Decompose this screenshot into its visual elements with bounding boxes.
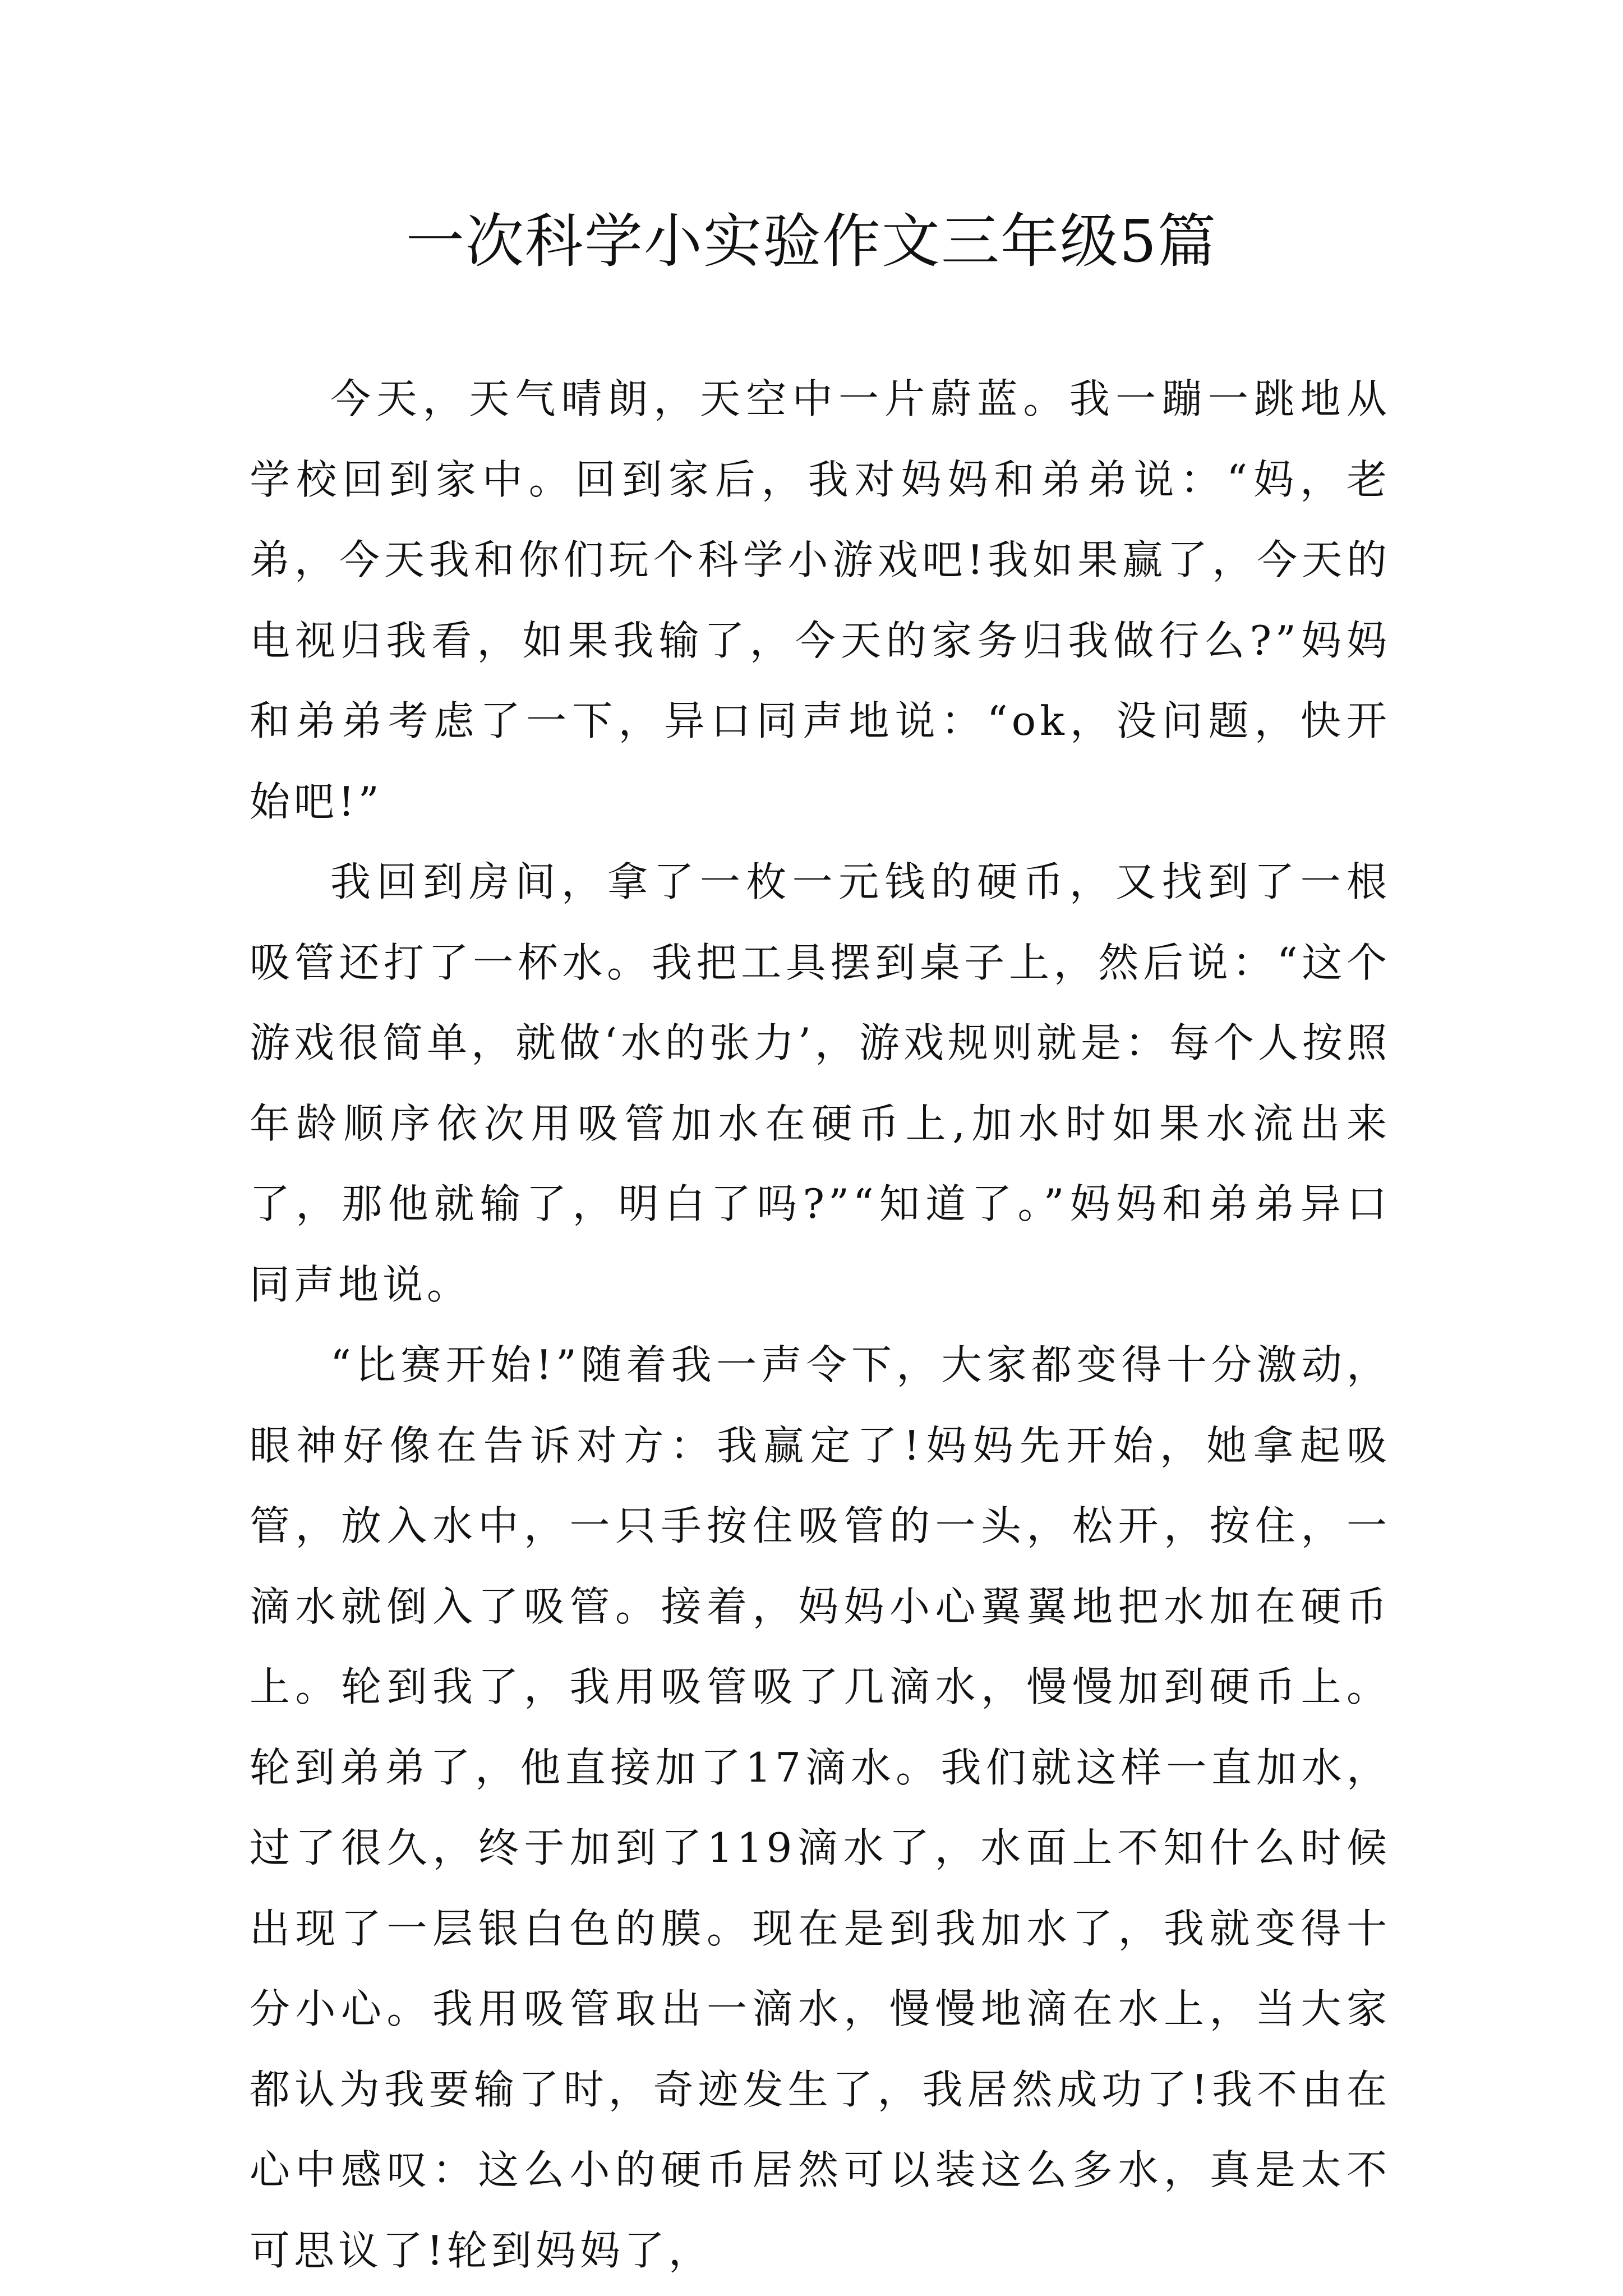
- paragraph-1: 今天，天气晴朗，天空中一片蔚蓝。我一蹦一跳地从学校回到家中。回到家后，我对妈妈和弟弟说：“妈，老弟，今天我和你们玩个科学小游戏吧!我如果赢了，今天的电视归我看，如果我输了，今天的家务归我做行么?”妈妈和弟弟考虑了一下，异口同声地说：“ok，没问题，快开始吧!”: [250, 375, 1391, 825]
- paragraph-3: “比赛开始!”随着我一声令下，大家都变得十分激动，眼神好像在告诉对方：我赢定了!妈妈先开始，她拿起吸管，放入水中，一只手按住吸管的一头，松开，按住，一滴水就倒入了吸管。接着，妈妈小心翼翼地把水加在硬币上。轮到我了，我用吸管吸了几滴水，慢慢加到硬币上。轮到弟弟了，他直接加了17滴水。我们就这样一直加水，过了很久，终于加到了119滴水了，水面上不知什么时候出现了一层银白色的膜。现在是到我加水了，我就变得十分小心。我用吸管取出一滴水，慢慢地滴在水上，当大家都认为我要输了时，奇迹发生了，我居然成功了!我不由在心中感叹：这么小的硬币居然可以装这么多水，真是太不可思议了!轮到妈妈了，: [250, 1341, 1391, 2274]
- document-body: [250, 359, 1391, 2291]
- document-title: 一次科学小实验作文三年级5篇: [405, 207, 1218, 275]
- paragraph-2: 我回到房间，拿了一枚一元钱的硬币，又找到了一根吸管还打了一杯水。我把工具摆到桌子上，然后说：“这个游戏很简单，就做‘水的张力’，游戏规则就是：每个人按照年龄顺序依次用吸管加水在硬币上,加水时如果水流出来了，那他就输了，明白了吗?”“知道了。”妈妈和弟弟异口同声地说。: [250, 858, 1391, 1308]
